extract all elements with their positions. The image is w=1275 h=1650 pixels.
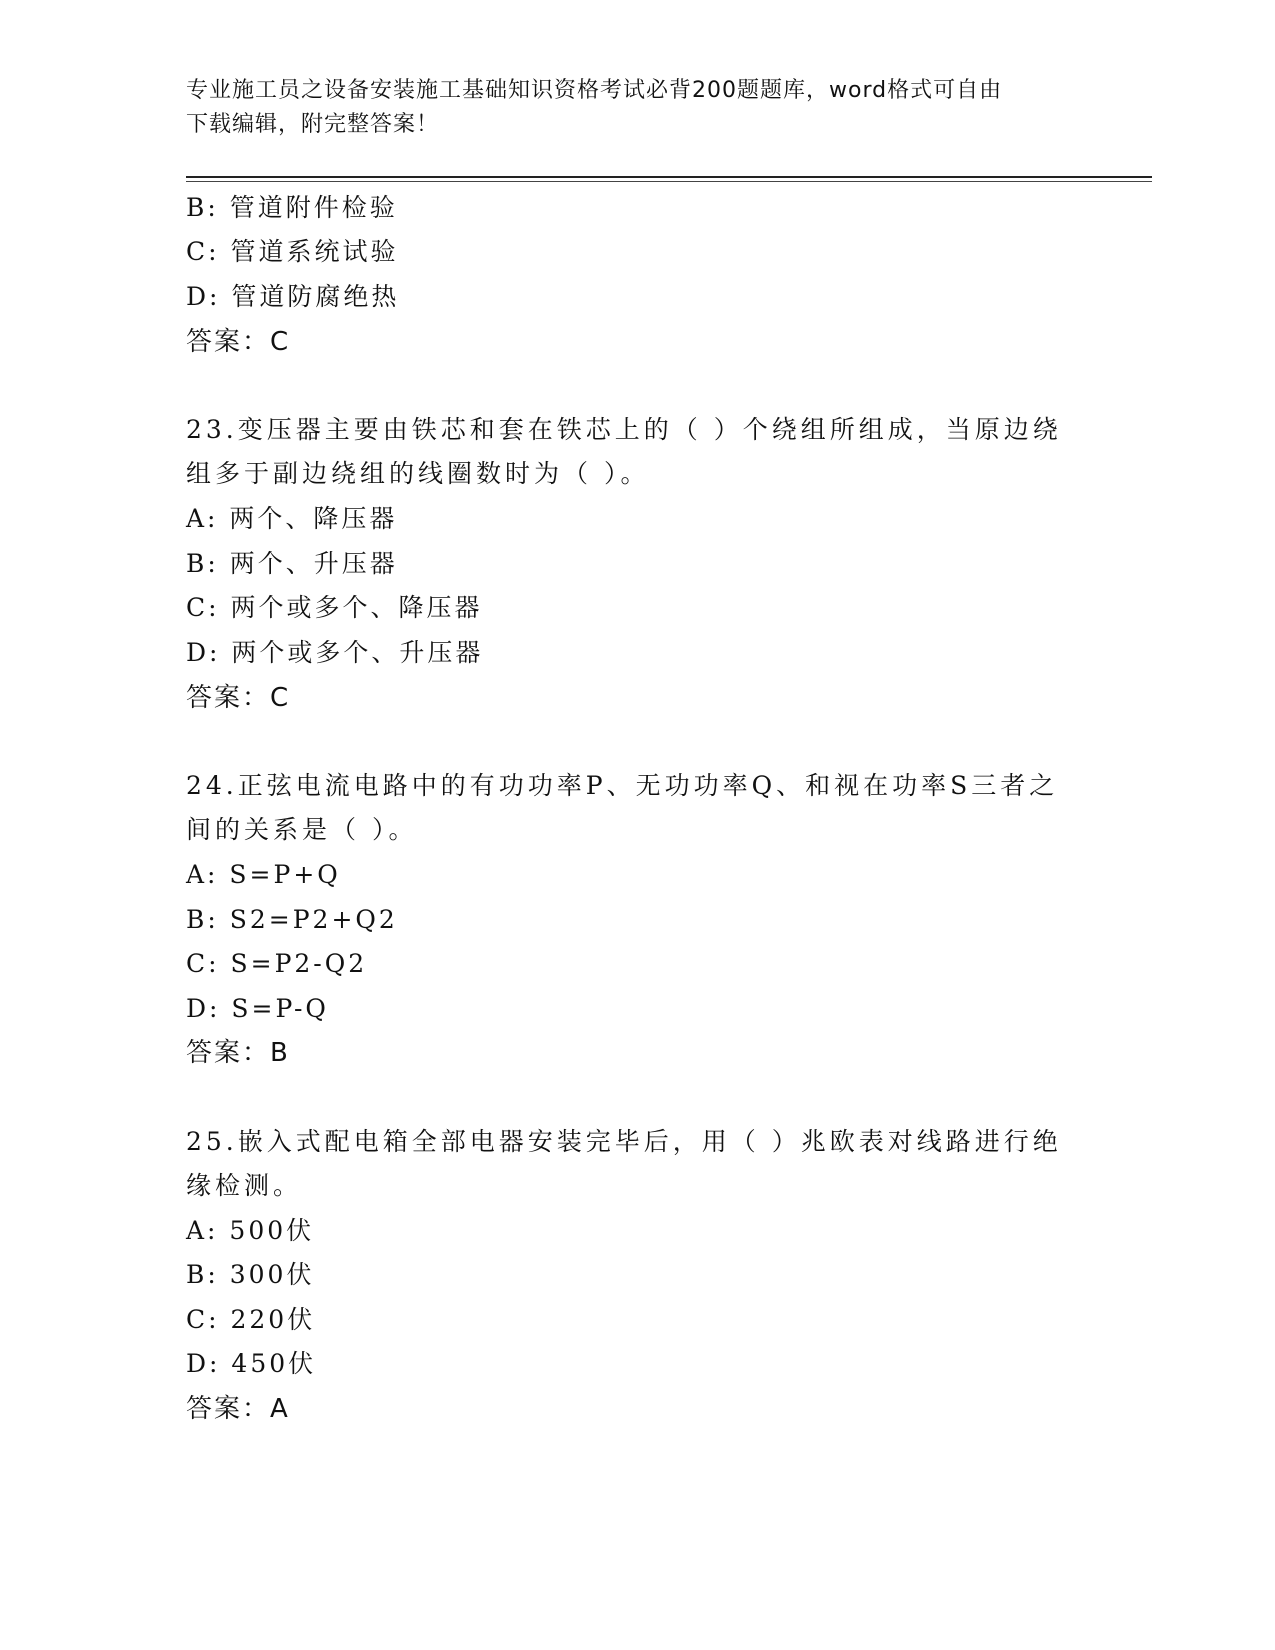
q25-option-d: D: 450伏 [186,1349,317,1378]
q24-question-line-1: 24.正弦电流电路中的有功功率P、无功功率Q、和视在功率S三者之 [186,771,1059,800]
q25-option-a: A: 500伏 [186,1216,315,1245]
q23-question-line-2: 组多于副边绕组的线圈数时为（ ）。 [186,459,650,488]
q24-option-a: A: S=P+Q [186,860,341,889]
q25-option-b: B: 300伏 [186,1260,315,1289]
q23-option-c: C: 两个或多个、降压器 [186,593,483,622]
q23-option-b: B: 两个、升压器 [186,549,398,578]
document-header [186,74,1066,142]
q25-option-c: C: 220伏 [186,1305,316,1334]
q25-question-line-1: 25.嵌入式配电箱全部电器安装完毕后，用（ ）兆欧表对线路进行绝 [186,1127,1062,1156]
q24-option-b: B: S2=P2+Q2 [186,905,398,934]
q22-option-c: C: 管道系统试验 [186,237,399,266]
header-title-line-2: 下载编辑，附完整答案！ [186,112,440,137]
q24-answer: 答案：B [186,1038,290,1068]
q23-option-d: D: 两个或多个、升压器 [186,638,484,667]
q24-option-d: D: S=P-Q [186,994,329,1023]
q23-answer: 答案：C [186,683,291,713]
header-title-line-1: 专业施工员之设备安装施工基础知识资格考试必背200题题库，word格式可自由 [186,78,1003,103]
q23-question-line-1: 23.变压器主要由铁芯和套在铁芯上的（ ）个绕组所组成，当原边绕 [186,415,1062,444]
header-divider-thin [186,181,1152,182]
q24-question-line-2: 间的关系是（ ）。 [186,815,418,844]
q22-option-b: B: 管道附件检验 [186,193,398,222]
q25-answer: 答案：A [186,1394,290,1424]
q24-option-c: C: S=P2-Q2 [186,949,368,978]
q22-answer: 答案：C [186,327,291,357]
q25-question-line-2: 缘检测。 [186,1171,303,1200]
header-divider-thick [186,176,1152,178]
q23-option-a: A: 两个、降压器 [186,504,398,533]
q22-option-d: D: 管道防腐绝热 [186,282,400,311]
